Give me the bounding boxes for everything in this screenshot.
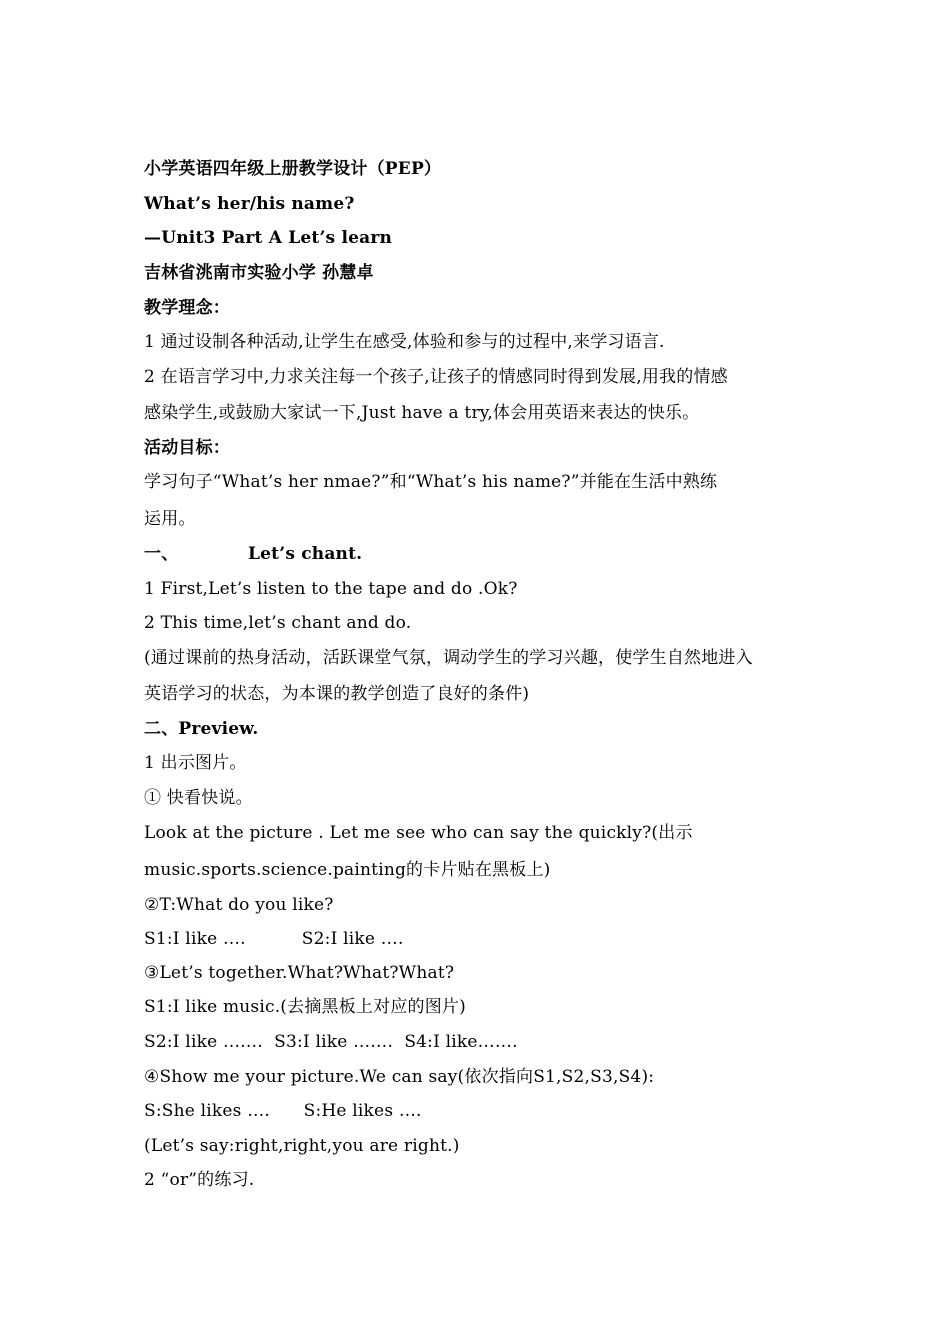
concept-item-1: 1 通过设制各种活动,让学生在感受,体验和参与的过程中,来学习语言. [144, 332, 665, 352]
unit-line: —Unit3 Part A Let’s learn [144, 228, 393, 248]
document-title: 小学英语四年级上册教学设计（PEP） [144, 159, 442, 179]
section2-line-6: S1:I like …. S2:I like …. [144, 929, 404, 949]
section2-line-12: (Let’s say:right,right,you are right.) [144, 1136, 460, 1156]
goal-text-a: 学习句子“What’s her nmae?”和“What’s his name?”并能在生活中熟练 [144, 472, 718, 492]
section2-line-10: ④Show me your picture.We can say(依次指向S1,S2,S3,S4): [144, 1067, 655, 1087]
section2-line-5: ②T:What do you like? [144, 895, 334, 915]
author-line: 吉林省洮南市实验小学 孙慧卓 [144, 263, 374, 283]
section1-line-2: 2 This time,let’s chant and do. [144, 613, 412, 633]
section2-line-3: Look at the picture . Let me see who can say the quickly?(出示 [144, 823, 693, 843]
section2-line-2: ① 快看快说。 [144, 788, 253, 808]
section1-note-b: 英语学习的状态，为本课的教学创造了良好的条件) [144, 684, 530, 704]
section1-note-a: (通过课前的热身活动，活跃课堂气氛，调动学生的学习兴趣，使学生自然地进入 [144, 648, 753, 668]
goal-heading: 活动目标： [144, 438, 230, 458]
section1-title: Let’s chant. [248, 544, 363, 564]
lesson-title: What’s her/his name? [144, 194, 355, 214]
concept-item-2b: 感染学生,或鼓励大家试一下,Just have a try,体会用英语来表达的快乐。 [144, 403, 700, 423]
section2-line-1: 1 出示图片。 [144, 753, 247, 773]
concept-heading: 教学理念： [144, 298, 230, 318]
goal-text-b: 运用。 [144, 509, 196, 529]
section2-line-4: music.sports.science.painting的卡片贴在黑板上) [144, 860, 551, 880]
concept-item-2a: 2 在语言学习中,力求关注每一个孩子,让孩子的情感同时得到发展,用我的情感 [144, 367, 728, 387]
section2-line-8: S1:I like music.(去摘黑板上对应的图片) [144, 997, 466, 1017]
section2-line-11: S:She likes …. S:He likes …. [144, 1101, 422, 1121]
section2-line-13: 2 “or”的练习. [144, 1170, 255, 1190]
section2-line-9: S2:I like ……. S3:I like ……. S4:I like……. [144, 1032, 518, 1052]
section2-title: 二、Preview. [144, 719, 259, 739]
section1-line-1: 1 First,Let’s listen to the tape and do .Ok? [144, 579, 518, 599]
section1-number: 一、 [144, 544, 179, 564]
section2-line-7: ③Let’s together.What?What?What? [144, 963, 455, 983]
